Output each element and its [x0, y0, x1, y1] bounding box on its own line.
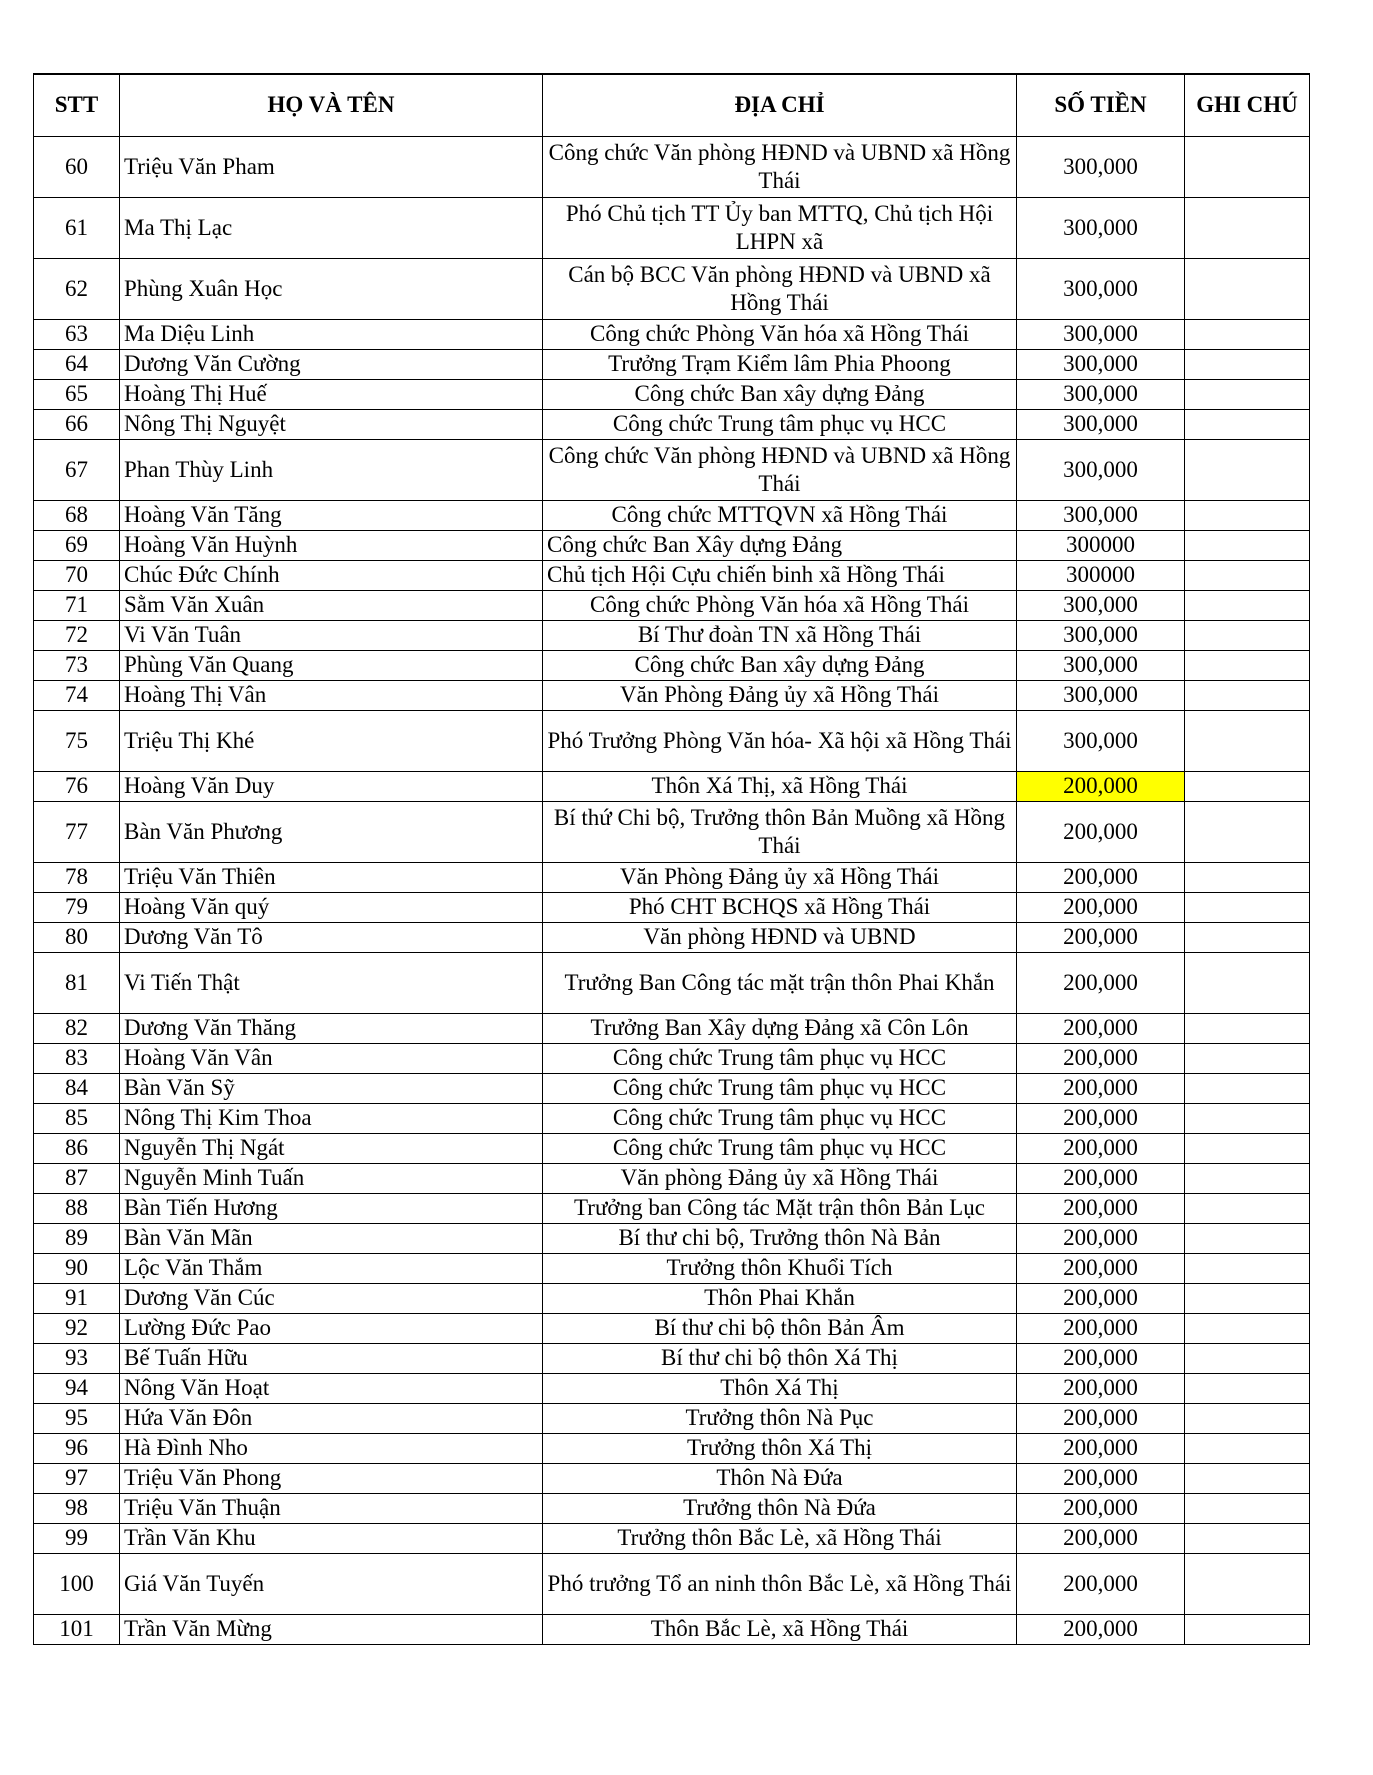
- table-row: [34, 1433, 1310, 1463]
- stt-cell: 82: [34, 1013, 120, 1043]
- note-cell: [1185, 680, 1310, 710]
- note-cell: [1185, 409, 1310, 439]
- stt-cell: 67: [34, 439, 120, 500]
- note-cell: [1185, 1013, 1310, 1043]
- stt-cell: 66: [34, 409, 120, 439]
- note-cell: [1185, 1403, 1310, 1433]
- address-cell: Phó Trưởng Phòng Văn hóa- Xã hội xã Hồng Thái: [543, 710, 1017, 771]
- name-cell: Triệu Thị Khé: [120, 710, 543, 771]
- stt-cell: 75: [34, 710, 120, 771]
- address-cell: Công chức Phòng Văn hóa xã Hồng Thái: [543, 319, 1017, 349]
- table-row: [34, 801, 1310, 862]
- address-cell: Văn Phòng Đảng ủy xã Hồng Thái: [543, 680, 1017, 710]
- address-cell: Bí thư chi bộ thôn Bản Âm: [543, 1313, 1017, 1343]
- name-cell: Hoàng Văn Duy: [120, 771, 543, 801]
- address-cell: Công chức Ban xây dựng Đảng: [543, 650, 1017, 680]
- address-cell: Công chức Trung tâm phục vụ HCC: [543, 1073, 1017, 1103]
- address-cell: Trưởng thôn Nà Pục: [543, 1403, 1017, 1433]
- note-cell: [1185, 1553, 1310, 1614]
- table-row: [34, 500, 1310, 530]
- note-cell: [1185, 1043, 1310, 1073]
- address-cell: Công chức Ban Xây dựng Đảng: [543, 530, 1017, 560]
- stt-cell: 89: [34, 1223, 120, 1253]
- amount-cell: 200,000: [1017, 1193, 1185, 1223]
- name-cell: Dương Văn Cường: [120, 349, 543, 379]
- header-stt: STT: [34, 74, 120, 136]
- amount-cell: 300,000: [1017, 620, 1185, 650]
- table-row: [34, 439, 1310, 500]
- amount-cell: 200,000: [1017, 922, 1185, 952]
- table-row: [34, 1463, 1310, 1493]
- amount-cell: 300,000: [1017, 379, 1185, 409]
- address-cell: Chủ tịch Hội Cựu chiến binh xã Hồng Thái: [543, 560, 1017, 590]
- amount-cell: 200,000: [1017, 1013, 1185, 1043]
- name-cell: Chúc Đức Chính: [120, 560, 543, 590]
- name-cell: Hoàng Thị Vân: [120, 680, 543, 710]
- stt-cell: 61: [34, 197, 120, 258]
- address-cell: Trưởng Ban Xây dựng Đảng xã Côn Lôn: [543, 1013, 1017, 1043]
- stt-cell: 71: [34, 590, 120, 620]
- note-cell: [1185, 258, 1310, 319]
- address-cell: Phó trưởng Tổ an ninh thôn Bắc Lè, xã Hồng Thái: [543, 1553, 1017, 1614]
- stt-cell: 92: [34, 1313, 120, 1343]
- stt-cell: 94: [34, 1373, 120, 1403]
- name-cell: Hứa Văn Đôn: [120, 1403, 543, 1433]
- note-cell: [1185, 1133, 1310, 1163]
- table-row: [34, 1373, 1310, 1403]
- note-cell: [1185, 349, 1310, 379]
- stt-cell: 70: [34, 560, 120, 590]
- table-row: [34, 1103, 1310, 1133]
- table-header: [34, 74, 1310, 136]
- amount-cell: 200,000: [1017, 1403, 1185, 1433]
- amount-cell: 200,000: [1017, 1133, 1185, 1163]
- stt-cell: 60: [34, 136, 120, 197]
- note-cell: [1185, 1373, 1310, 1403]
- note-cell: [1185, 1433, 1310, 1463]
- table-row: [34, 710, 1310, 771]
- amount-cell: 200,000: [1017, 892, 1185, 922]
- stt-cell: 87: [34, 1163, 120, 1193]
- note-cell: [1185, 1223, 1310, 1253]
- table-row: [34, 136, 1310, 197]
- note-cell: [1185, 530, 1310, 560]
- name-cell: Triệu Văn Pham: [120, 136, 543, 197]
- note-cell: [1185, 1193, 1310, 1223]
- stt-cell: 96: [34, 1433, 120, 1463]
- address-cell: Bí thứ Chi bộ, Trưởng thôn Bản Muồng xã Hồng Thái: [543, 801, 1017, 862]
- table-row: [34, 771, 1310, 801]
- table-row: [34, 892, 1310, 922]
- stt-cell: 83: [34, 1043, 120, 1073]
- stt-cell: 73: [34, 650, 120, 680]
- address-cell: Trưởng thôn Nà Đứa: [543, 1493, 1017, 1523]
- address-cell: Trưởng Ban Công tác mặt trận thôn Phai Khắn: [543, 952, 1017, 1013]
- header-address: ĐỊA CHỈ: [543, 74, 1017, 136]
- table-row: [34, 1073, 1310, 1103]
- stt-cell: 93: [34, 1343, 120, 1373]
- address-cell: Phó CHT BCHQS xã Hồng Thái: [543, 892, 1017, 922]
- name-cell: Sằm Văn Xuân: [120, 590, 543, 620]
- address-cell: Công chức Văn phòng HĐND và UBND xã Hồng Thái: [543, 136, 1017, 197]
- stt-cell: 101: [34, 1614, 120, 1644]
- amount-cell: 200,000: [1017, 1103, 1185, 1133]
- note-cell: [1185, 1313, 1310, 1343]
- name-cell: Trần Văn Khu: [120, 1523, 543, 1553]
- name-cell: Hoàng Văn quý: [120, 892, 543, 922]
- amount-cell: 200,000: [1017, 1253, 1185, 1283]
- header-name: HỌ VÀ TÊN: [120, 74, 543, 136]
- table-row: [34, 1493, 1310, 1523]
- address-cell: Công chức Ban xây dựng Đảng: [543, 379, 1017, 409]
- amount-cell: 300,000: [1017, 590, 1185, 620]
- table-row: [34, 258, 1310, 319]
- amount-cell: 300,000: [1017, 349, 1185, 379]
- note-cell: [1185, 1103, 1310, 1133]
- document-sheet: [33, 73, 1309, 1645]
- amount-cell: 200,000: [1017, 801, 1185, 862]
- address-cell: Công chức Trung tâm phục vụ HCC: [543, 409, 1017, 439]
- amount-cell: 200,000: [1017, 1313, 1185, 1343]
- amount-cell: 300,000: [1017, 319, 1185, 349]
- name-cell: Hoàng Văn Vân: [120, 1043, 543, 1073]
- address-cell: Trưởng ban Công tác Mặt trận thôn Bản Lục: [543, 1193, 1017, 1223]
- address-cell: Trưởng thôn Khuổi Tích: [543, 1253, 1017, 1283]
- note-cell: [1185, 862, 1310, 892]
- note-cell: [1185, 952, 1310, 1013]
- note-cell: [1185, 892, 1310, 922]
- name-cell: Nông Thị Nguyệt: [120, 409, 543, 439]
- amount-cell: 200,000: [1017, 1553, 1185, 1614]
- header-note: GHI CHÚ: [1185, 74, 1310, 136]
- address-cell: Trưởng thôn Bắc Lè, xã Hồng Thái: [543, 1523, 1017, 1553]
- note-cell: [1185, 1253, 1310, 1283]
- name-cell: Hoàng Văn Huỳnh: [120, 530, 543, 560]
- name-cell: Ma Diệu Linh: [120, 319, 543, 349]
- name-cell: Bàn Văn Sỹ: [120, 1073, 543, 1103]
- address-cell: Thôn Phai Khắn: [543, 1283, 1017, 1313]
- amount-cell: 200,000: [1017, 1463, 1185, 1493]
- table-row: [34, 530, 1310, 560]
- address-cell: Thôn Nà Đứa: [543, 1463, 1017, 1493]
- amount-cell: 200,000: [1017, 1343, 1185, 1373]
- amount-cell: 300,000: [1017, 650, 1185, 680]
- stt-cell: 86: [34, 1133, 120, 1163]
- amount-cell: 200,000: [1017, 1493, 1185, 1523]
- stt-cell: 63: [34, 319, 120, 349]
- note-cell: [1185, 500, 1310, 530]
- address-cell: Công chức Trung tâm phục vụ HCC: [543, 1133, 1017, 1163]
- amount-cell: 300,000: [1017, 197, 1185, 258]
- note-cell: [1185, 1073, 1310, 1103]
- table-row: [34, 1223, 1310, 1253]
- name-cell: Hoàng Thị Huế: [120, 379, 543, 409]
- stt-cell: 69: [34, 530, 120, 560]
- name-cell: Nông Văn Hoạt: [120, 1373, 543, 1403]
- table-row: [34, 1313, 1310, 1343]
- stt-cell: 95: [34, 1403, 120, 1433]
- name-cell: Bàn Văn Phương: [120, 801, 543, 862]
- stt-cell: 85: [34, 1103, 120, 1133]
- stt-cell: 81: [34, 952, 120, 1013]
- address-cell: Công chức Trung tâm phục vụ HCC: [543, 1103, 1017, 1133]
- table-row: [34, 1253, 1310, 1283]
- note-cell: [1185, 1523, 1310, 1553]
- note-cell: [1185, 771, 1310, 801]
- table-row: [34, 952, 1310, 1013]
- name-cell: Phan Thùy Linh: [120, 439, 543, 500]
- table-row: [34, 1133, 1310, 1163]
- name-cell: Triệu Văn Thuận: [120, 1493, 543, 1523]
- address-cell: Phó Chủ tịch TT Ủy ban MTTQ, Chủ tịch Hội LHPN xã: [543, 197, 1017, 258]
- address-cell: Văn phòng HĐND và UBND: [543, 922, 1017, 952]
- stt-cell: 78: [34, 862, 120, 892]
- amount-cell: 200,000: [1017, 1433, 1185, 1463]
- address-cell: Thôn Xá Thị: [543, 1373, 1017, 1403]
- address-cell: Bí thư chi bộ thôn Xá Thị: [543, 1343, 1017, 1373]
- stt-cell: 68: [34, 500, 120, 530]
- note-cell: [1185, 1163, 1310, 1193]
- table-row: [34, 680, 1310, 710]
- stt-cell: 74: [34, 680, 120, 710]
- name-cell: Hoàng Văn Tăng: [120, 500, 543, 530]
- note-cell: [1185, 650, 1310, 680]
- table-row: [34, 1523, 1310, 1553]
- name-cell: Dương Văn Thăng: [120, 1013, 543, 1043]
- note-cell: [1185, 197, 1310, 258]
- note-cell: [1185, 1343, 1310, 1373]
- name-cell: Triệu Văn Phong: [120, 1463, 543, 1493]
- note-cell: [1185, 801, 1310, 862]
- address-cell: Văn phòng Đảng ủy xã Hồng Thái: [543, 1163, 1017, 1193]
- note-cell: [1185, 379, 1310, 409]
- stt-cell: 88: [34, 1193, 120, 1223]
- table-row: [34, 650, 1310, 680]
- amount-cell: 300,000: [1017, 680, 1185, 710]
- name-cell: Phùng Xuân Học: [120, 258, 543, 319]
- stt-cell: 79: [34, 892, 120, 922]
- note-cell: [1185, 590, 1310, 620]
- name-cell: Nguyễn Minh Tuấn: [120, 1163, 543, 1193]
- name-cell: Nguyễn Thị Ngát: [120, 1133, 543, 1163]
- amount-cell: 200,000: [1017, 1523, 1185, 1553]
- note-cell: [1185, 620, 1310, 650]
- note-cell: [1185, 922, 1310, 952]
- address-cell: Công chức Văn phòng HĐND và UBND xã Hồng Thái: [543, 439, 1017, 500]
- stt-cell: 98: [34, 1493, 120, 1523]
- amount-cell: 200,000: [1017, 1614, 1185, 1644]
- address-cell: Bí Thư đoàn TN xã Hồng Thái: [543, 620, 1017, 650]
- address-cell: Công chức Phòng Văn hóa xã Hồng Thái: [543, 590, 1017, 620]
- amount-cell: 300,000: [1017, 439, 1185, 500]
- amount-cell: 300,000: [1017, 258, 1185, 319]
- stt-cell: 72: [34, 620, 120, 650]
- address-cell: Công chức MTTQVN xã Hồng Thái: [543, 500, 1017, 530]
- name-cell: Vi Tiến Thật: [120, 952, 543, 1013]
- table-row: [34, 1343, 1310, 1373]
- table-row: [34, 1553, 1310, 1614]
- amount-cell: 200,000: [1017, 1283, 1185, 1313]
- stt-cell: 65: [34, 379, 120, 409]
- stt-cell: 64: [34, 349, 120, 379]
- table-row: [34, 1013, 1310, 1043]
- stt-cell: 100: [34, 1553, 120, 1614]
- amount-cell: 300000: [1017, 560, 1185, 590]
- name-cell: Giá Văn Tuyến: [120, 1553, 543, 1614]
- note-cell: [1185, 710, 1310, 771]
- name-cell: Triệu Văn Thiên: [120, 862, 543, 892]
- note-cell: [1185, 1283, 1310, 1313]
- header-amount: SỐ TIỀN: [1017, 74, 1185, 136]
- note-cell: [1185, 1493, 1310, 1523]
- table-row: [34, 590, 1310, 620]
- amount-cell: 300,000: [1017, 136, 1185, 197]
- amount-cell: 300,000: [1017, 500, 1185, 530]
- address-cell: Thôn Xá Thị, xã Hồng Thái: [543, 771, 1017, 801]
- name-cell: Trần Văn Mừng: [120, 1614, 543, 1644]
- stt-cell: 76: [34, 771, 120, 801]
- name-cell: Nông Thị Kim Thoa: [120, 1103, 543, 1133]
- stt-cell: 90: [34, 1253, 120, 1283]
- name-cell: Ma Thị Lạc: [120, 197, 543, 258]
- table-row: [34, 1403, 1310, 1433]
- address-cell: Bí thư chi bộ, Trưởng thôn Nà Bản: [543, 1223, 1017, 1253]
- stt-cell: 91: [34, 1283, 120, 1313]
- stt-cell: 97: [34, 1463, 120, 1493]
- table-row: [34, 560, 1310, 590]
- name-cell: Phùng Văn Quang: [120, 650, 543, 680]
- address-cell: Trưởng Trạm Kiểm lâm Phia Phoong: [543, 349, 1017, 379]
- amount-cell: 300,000: [1017, 409, 1185, 439]
- amount-cell: 200,000: [1017, 1043, 1185, 1073]
- table-row: [34, 1283, 1310, 1313]
- amount-cell: 300000: [1017, 530, 1185, 560]
- name-cell: Bàn Văn Mãn: [120, 1223, 543, 1253]
- note-cell: [1185, 319, 1310, 349]
- amount-cell: 200,000: [1017, 771, 1185, 801]
- name-cell: Bàn Tiến Hương: [120, 1193, 543, 1223]
- note-cell: [1185, 560, 1310, 590]
- address-cell: Thôn Bắc Lè, xã Hồng Thái: [543, 1614, 1017, 1644]
- address-cell: Công chức Trung tâm phục vụ HCC: [543, 1043, 1017, 1073]
- name-cell: Vi Văn Tuân: [120, 620, 543, 650]
- table-row: [34, 349, 1310, 379]
- address-cell: Cán bộ BCC Văn phòng HĐND và UBND xã Hồng Thái: [543, 258, 1017, 319]
- stt-cell: 99: [34, 1523, 120, 1553]
- stt-cell: 80: [34, 922, 120, 952]
- table-row: [34, 922, 1310, 952]
- address-cell: Văn Phòng Đảng ủy xã Hồng Thái: [543, 862, 1017, 892]
- amount-cell: 200,000: [1017, 1223, 1185, 1253]
- amount-cell: 300,000: [1017, 710, 1185, 771]
- name-cell: Lộc Văn Thắm: [120, 1253, 543, 1283]
- name-cell: Hà Đình Nho: [120, 1433, 543, 1463]
- name-cell: Dương Văn Cúc: [120, 1283, 543, 1313]
- table-row: [34, 1043, 1310, 1073]
- table-row: [34, 379, 1310, 409]
- table-row: [34, 862, 1310, 892]
- name-cell: Dương Văn Tô: [120, 922, 543, 952]
- note-cell: [1185, 136, 1310, 197]
- name-cell: Lường Đức Pao: [120, 1313, 543, 1343]
- amount-cell: 200,000: [1017, 1163, 1185, 1193]
- table-row: [34, 1193, 1310, 1223]
- amount-cell: 200,000: [1017, 952, 1185, 1013]
- note-cell: [1185, 439, 1310, 500]
- table-row: [34, 409, 1310, 439]
- table-row: [34, 319, 1310, 349]
- table-row: [34, 620, 1310, 650]
- amount-cell: 200,000: [1017, 1073, 1185, 1103]
- table-row: [34, 1614, 1310, 1644]
- address-cell: Trưởng thôn Xá Thị: [543, 1433, 1017, 1463]
- table-body: [34, 136, 1310, 1644]
- name-cell: Bế Tuấn Hữu: [120, 1343, 543, 1373]
- stt-cell: 77: [34, 801, 120, 862]
- amount-cell: 200,000: [1017, 1373, 1185, 1403]
- note-cell: [1185, 1463, 1310, 1493]
- stt-cell: 84: [34, 1073, 120, 1103]
- table-row: [34, 1163, 1310, 1193]
- stt-cell: 62: [34, 258, 120, 319]
- table-row: [34, 197, 1310, 258]
- contribution-table: [33, 73, 1310, 1645]
- amount-cell: 200,000: [1017, 862, 1185, 892]
- note-cell: [1185, 1614, 1310, 1644]
